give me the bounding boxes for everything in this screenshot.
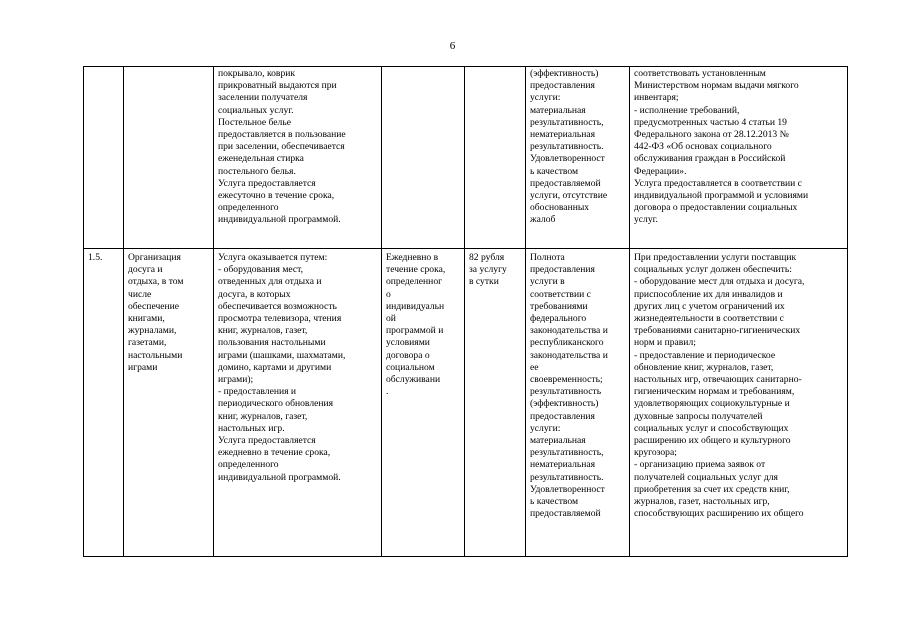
cell-service-name bbox=[124, 67, 214, 249]
cell-quality-indicators: (эффективность) предоставления услуги: материальная результативность, нематериальная результативность. Удовлетворенност ь качеством предоставляемой услуги, отсутствие обоснованных жалоб bbox=[526, 67, 630, 249]
cell-description: покрывало, коврик прикроватный выдаются при заселении получателя социальных услуг. Постельное белье предоставляется в пользование при заселении, обеспечивается еженедельная стирка постельного белья. Услуга предоставляется ежесуточно в течение срока, определенного индивидуальной программой. bbox=[214, 67, 382, 249]
cell-price: 82 рубля за услугу в сутки bbox=[465, 249, 526, 557]
cell-service-name: Организация досуга и отдыха, в том числе обеспечение книгами, журналами, газетами, настольными играми bbox=[124, 249, 214, 557]
cell-periodicity: Ежедневно в течение срока, определенног о индивидуальн ой программой и условиями договора о социальном обслуживани . bbox=[382, 249, 465, 557]
cell-quality-indicators: Полнота предоставления услуги в соответствии с требованиями федерального законодательства и республиканского законодательства и ее своевременность; результативность (эффективность) предоставления услуги: материальная результативность, нематериальная результативность. Удовлетворенност ь качеством предоставляемой bbox=[526, 249, 630, 557]
cell-conditions: соответствовать установленным Министерством нормам выдачи мягкого инвентаря; - исполнение требований, предусмотренных частью 4 статьи 19 Федерального закона от 28.12.2013 № 442-ФЗ «Об основах социального обслуживания граждан в Российской Федерации». Услуга предоставляется в соответствии с индивидуальной программой и условиями договора о предоставлении социальных услуг. bbox=[630, 67, 848, 249]
cell-number bbox=[84, 67, 124, 249]
services-table bbox=[83, 66, 848, 557]
page-number: 6 bbox=[449, 40, 456, 52]
cell-description: Услуга оказывается путем: - оборудования мест, отведенных для отдыха и досуга, в которых обеспечивается возможность просмотра телевизора, чтения книг, журналов, газет, пользования настольными играми (шашками, шахматами, домино, картами и другими играми); - предоставления и периодического обновления книг, журналов, газет, настольных игр. Услуга предоставляется ежедневно в течение срока, определенного индивидуальной программой. bbox=[214, 249, 382, 557]
table-row bbox=[84, 249, 848, 557]
cell-periodicity bbox=[382, 67, 465, 249]
cell-conditions: При предоставлении услуги поставщик социальных услуг должен обеспечить: - оборудование мест для отдыха и досуга, приспособление их для инвалидов и других лиц с учетом ограничений их жизнедеятельности в соответствии с требованиями санитарно-гигиенических норм и правил; - предоставление и периодическое обновление книг, журналов, газет, настольных игр, отвечающих санитарно- гигиеническим нормам и требованиям, удовлетворяющих социокультурные и духовные запросы получателей социальных услуг и способствующих расширению их общего и культурного кругозора; - организацию приема заявок от получателей социальных услуг для приобретения за счет их средств книг, журналов, газет, настольных игр, способствующих расширению их общего bbox=[630, 249, 848, 557]
cell-price bbox=[465, 67, 526, 249]
cell-number: 1.5. bbox=[84, 249, 124, 557]
table-row bbox=[84, 67, 848, 249]
